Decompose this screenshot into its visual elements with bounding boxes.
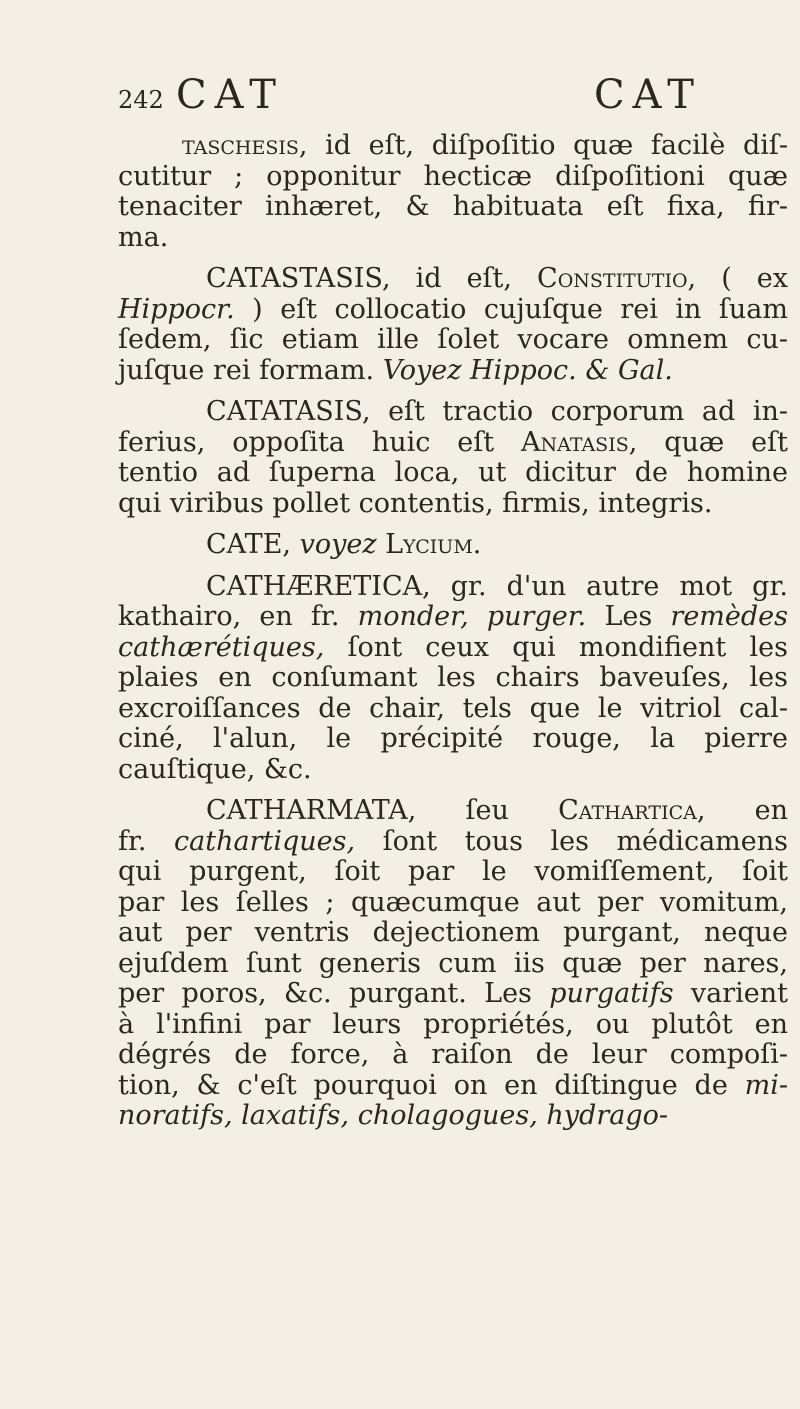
text-line	[118, 857, 788, 888]
text-line	[118, 796, 788, 827]
italic-text: voyez	[299, 529, 377, 560]
text-line	[118, 397, 788, 428]
line-text: ejuſdem ſunt generis cum iis quæ per nares,	[118, 947, 788, 979]
italic-text: monder, purger.	[357, 601, 587, 632]
text-line	[118, 1040, 788, 1071]
dictionary-text	[118, 131, 788, 1132]
text-line	[118, 131, 788, 162]
text-line	[118, 489, 788, 520]
italic-text: cathartiques,	[174, 825, 356, 857]
dictionary-entry	[118, 397, 788, 519]
text-line	[118, 356, 788, 387]
italic-text: Hippocr.	[118, 293, 235, 325]
text-line	[118, 572, 788, 603]
text-line	[118, 428, 788, 459]
line-text: ,	[282, 529, 300, 560]
italic-text: cathærétiques,	[118, 631, 325, 663]
line-text: ferius, oppoſita huic eſt	[118, 426, 522, 458]
italic-text: purgatifs	[549, 978, 674, 1009]
line-text: dégrés de force, à raiſon de leur compoſi-	[118, 1039, 788, 1070]
line-tail: varient	[673, 978, 788, 1009]
line-text: tentio ad ſuperna loca, ut dicitur de homine	[118, 457, 788, 488]
line-text: , id eſt, diſpoſitio quæ facilè diſ-	[298, 130, 788, 161]
line-text: aut per ventris dejectionem purgant, neque	[118, 917, 788, 948]
entry-headword: CATE	[206, 529, 283, 560]
entry-headword: CATATASIS	[206, 396, 362, 427]
line-text: , eſt tractio corporum ad in-	[361, 396, 788, 427]
text-line	[118, 724, 788, 755]
entry-headword: taschesis	[182, 130, 299, 161]
text-line	[118, 162, 788, 193]
line-tail: Les	[586, 601, 671, 632]
line-text: cauſtique, &c.	[118, 753, 312, 785]
text-line	[118, 602, 788, 633]
line-text: tenaciter inhæret, & habituata eſt fixa, fir-	[118, 191, 788, 222]
text-line	[118, 192, 788, 223]
running-header	[118, 72, 718, 132]
italic-text: mi-	[744, 1069, 788, 1101]
italic-text: noratifs, laxatifs, cholagogues, hydrago-	[118, 1100, 669, 1131]
small-caps-text: Anatasis	[521, 426, 629, 458]
text-line	[118, 979, 788, 1010]
line-text: juſque rei formam.	[118, 354, 383, 386]
text-line	[118, 633, 788, 664]
italic-text: remèdes	[670, 601, 788, 632]
dictionary-entry	[118, 530, 788, 561]
line-tail: , ( ex	[687, 263, 788, 294]
dictionary-entry	[118, 572, 788, 786]
text-line	[118, 1071, 788, 1102]
text-line	[118, 827, 788, 858]
line-text: per poros, &c. purgant. Les	[118, 978, 550, 1009]
line-text: ) eſt collocatio cujuſque rei in ſuam	[234, 293, 788, 325]
line-text: ſont ceux qui mondifient les	[324, 631, 788, 663]
text-line	[118, 458, 788, 489]
entry-headword: CATASTASIS	[206, 263, 382, 294]
text-line	[118, 325, 788, 356]
line-tail: ſont tous les médicamens	[355, 825, 788, 857]
text-line	[118, 530, 788, 561]
text-line	[118, 295, 788, 326]
line-text: ciné, l'alun, le précipité rouge, la pierre	[118, 723, 788, 754]
text-line	[118, 694, 788, 725]
line-text: , id eſt,	[381, 263, 538, 294]
page-number: 242	[118, 86, 164, 114]
header-right-word: CAT	[594, 72, 702, 118]
text-line	[118, 888, 788, 919]
text-line	[118, 1101, 788, 1132]
line-text: excroiſſances de chair, tels que le vitriol cal-	[118, 692, 788, 724]
text-line	[118, 755, 788, 786]
entry-headword: CATHÆRETICA	[206, 570, 423, 602]
line-text: par les ſelles ; quæcumque aut per vomitum,	[118, 886, 788, 918]
line-text: qui purgent, ſoit par le vomiſſement, ſoit	[118, 856, 788, 887]
dictionary-entry	[118, 264, 788, 386]
line-text: kathairo, en fr.	[118, 601, 358, 632]
line-tail: , quæ eſt	[628, 426, 789, 458]
line-text: fr.	[118, 825, 175, 857]
entry-headword: CATHARMATA	[206, 795, 408, 826]
line-tail: .	[472, 529, 482, 560]
line-text: , gr. d'un autre mot gr.	[422, 570, 788, 602]
text-line	[118, 223, 788, 254]
header-left-word: CAT	[176, 72, 284, 118]
text-line	[118, 1010, 788, 1041]
line-text: ma.	[118, 221, 169, 253]
text-line	[118, 918, 788, 949]
line-text: qui viribus pollet contentis, firmis, integris.	[118, 487, 713, 519]
line-tail: , en	[696, 795, 788, 826]
line-text: , ſeu	[407, 795, 559, 826]
italic-text: Voyez Hippoc. & Gal.	[382, 354, 673, 386]
line-text: cutitur ; opponitur hecticæ diſpoſitioni quæ	[118, 160, 788, 192]
small-caps-text: Lycium	[376, 529, 473, 560]
dictionary-entry	[118, 131, 788, 253]
small-caps-text: Constitutio	[537, 263, 688, 294]
line-text: à l'infini par leurs propriétés, ou plutôt en	[118, 1008, 788, 1040]
text-line	[118, 663, 788, 694]
line-text: plaies en conſumant les chairs baveuſes, les	[118, 662, 788, 693]
line-text: tion, & c'eſt pourquoi on en diſtingue de	[118, 1069, 745, 1101]
text-line	[118, 949, 788, 980]
line-text: ſedem, ſic etiam ille ſolet vocare omnem cu-	[118, 324, 788, 355]
text-line	[118, 264, 788, 295]
dictionary-entry	[118, 796, 788, 1132]
small-caps-text: Cathartica	[558, 795, 697, 826]
